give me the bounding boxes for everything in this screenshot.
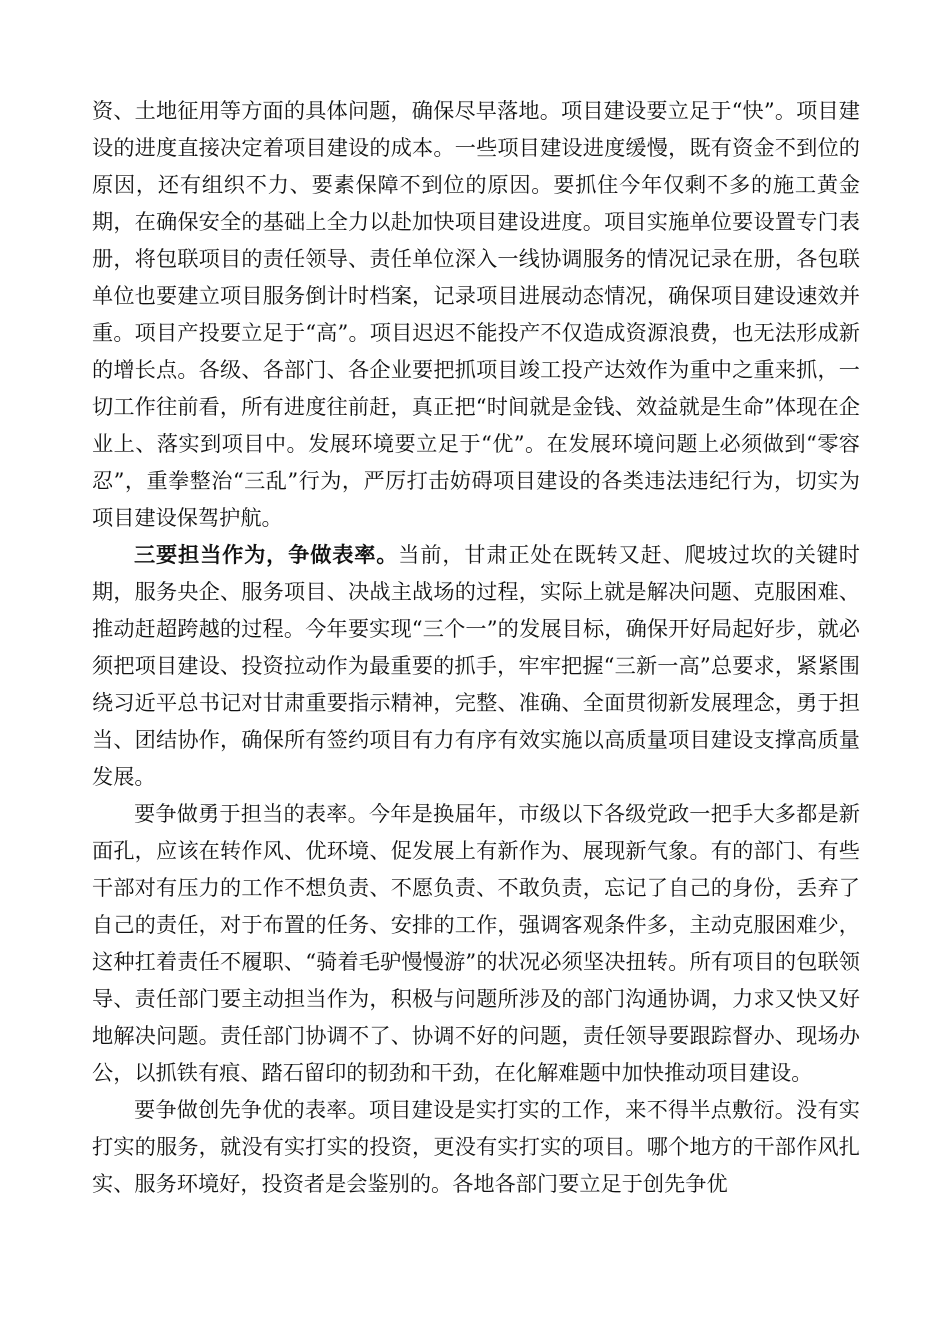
paragraph-2-heading: 三要担当作为，争做表率。 bbox=[134, 542, 399, 567]
paragraph-1 bbox=[92, 92, 860, 536]
paragraph-2 bbox=[92, 536, 860, 795]
paragraph-4 bbox=[92, 1091, 860, 1202]
paragraph-3 bbox=[92, 795, 860, 1091]
body-text bbox=[92, 92, 860, 1202]
paragraph-4-text: 要争做创先争优的表率。项目建设是实打实的工作，来不得半点敷衍。没有实打实的服务，就没有实打实的投资，更没有实打实的项目。哪个地方的干部作风扎实、服务环境好，投资者是会鉴别的。各地各部门要立足于创先争优 bbox=[92, 1097, 860, 1196]
paragraph-2-text: 当前，甘肃正处在既转又赶、爬坡过坎的关键时期，服务央企、服务项目、决战主战场的过程，实际上就是解决问题、克服困难、推动赶超跨越的过程。今年要实现“三个一”的发展目标，确保开好局起好步，就必须把项目建设、投资拉动作为最重要的抓手，牢牢把握“三新一高”总要求，紧紧围绕习近平总书记对甘肃重要指示精神，完整、准确、全面贯彻新发展理念，勇于担当、团结协作，确保所有签约项目有力有序有效实施以高质量项目建设支撑高质量发展。 bbox=[92, 542, 860, 789]
paragraph-3-text: 要争做勇于担当的表率。今年是换届年，市级以下各级党政一把手大多都是新面孔，应该在转作风、优环境、促发展上有新作为、展现新气象。有的部门、有些干部对有压力的工作不想负责、不愿负责、不敢负责，忘记了自己的身份，丢弃了自己的责任，对于布置的任务、安排的工作，强调客观条件多，主动克服困难少，这种扛着责任不履职、“骑着毛驴慢慢游”的状况必须坚决扭转。所有项目的包联领导、责任部门要主动担当作为，积极与问题所涉及的部门沟通协调，力求又快又好地解决问题。责任部门协调不了、协调不好的问题，责任领导要跟踪督办、现场办公，以抓铁有痕、踏石留印的韧劲和干劲，在化解难题中加快推动项目建设。 bbox=[92, 801, 860, 1085]
paragraph-1-text: 资、土地征用等方面的具体问题，确保尽早落地。项目建设要立足于“快”。项目建设的进度直接决定着项目建设的成本。一些项目建设进度缓慢，既有资金不到位的原因，还有组织不力、要素保障不到位的原因。要抓住今年仅剩不多的施工黄金期，在确保安全的基础上全力以赴加快项目建设进度。项目实施单位要设置专门表册，将包联项目的责任领导、责任单位深入一线协调服务的情况记录在册，各包联单位也要建立项目服务倒计时档案，记录项目进展动态情况，确保项目建设速效并重。项目产投要立足于“高”。项目迟迟不能投产不仅造成资源浪费，也无法形成新的增长点。各级、各部门、各企业要把抓项目竣工投产达效作为重中之重来抓，一切工作往前看，所有进度往前赶，真正把“时间就是金钱、效益就是生命”体现在企业上、落实到项目中。发展环境要立足于“优”。在发展环境问题上必须做到“零容忍”，重拳整治“三乱”行为，严厉打击妨碍项目建设的各类违法违纪行为，切实为项目建设保驾护航。 bbox=[92, 98, 860, 530]
